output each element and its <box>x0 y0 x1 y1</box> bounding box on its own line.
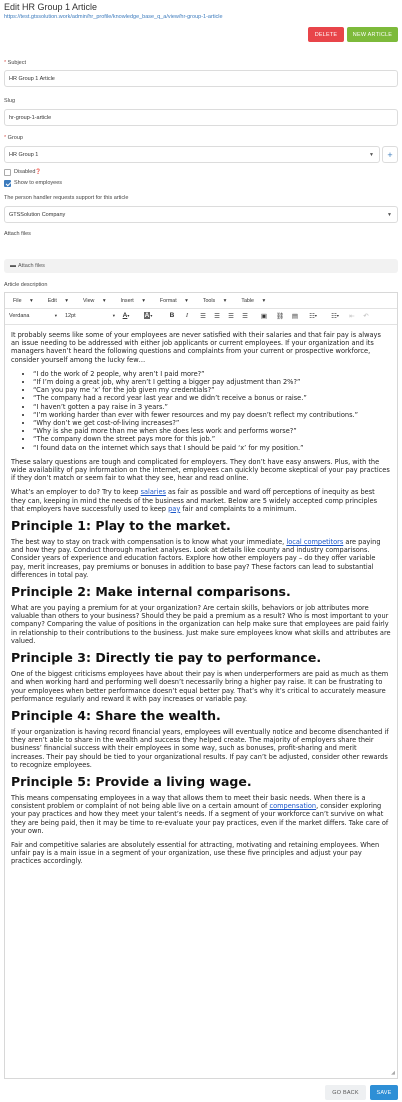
attach-label: Attach files <box>4 231 31 237</box>
rich-text-editor[interactable] <box>4 292 398 1079</box>
paragraph: This means compensating employees in a way that allows them to meet their basic needs. When there is a consistent problem or complaint of not being able live on a certain amount of compensation, consider exploring your pay practices and how they meet your talent’s needs. If a segment of your workforce can’t survive on what they are being paid, then it may be time to re-evaluate your pay practices, even if the market differs. Take care of your own. <box>11 793 389 835</box>
paragraph: The best way to stay on track with compensation is to know what your immediate, local competitors are paying and how they pay. Conduct thorough market analyses. Look at details like county and industry comparisons. Consider years of experience and education factors. Explore how other employers pay – do they offer variable pay, merit increases, pay premiums or bonuses in addition to base pay? These factors can lead to substantial differences in total pay. <box>11 538 381 579</box>
folder-icon: ▬ <box>10 263 16 269</box>
menu-table[interactable]: Table ▾ <box>241 297 266 304</box>
editor-toolbar <box>5 308 397 325</box>
list-item: • “I’m working harder than ever with fewer resources and my pay doesn’t reflect my contributions.” <box>33 411 391 419</box>
delete-button[interactable]: DELETE <box>308 27 344 42</box>
list-item: • “Can you pay me ‘x’ for the job given my credentials?” <box>33 386 391 394</box>
heading-principle-3: Principle 3: Directly tie pay to performance. <box>11 650 322 666</box>
editor-content[interactable] <box>11 331 391 872</box>
handler-label: The person handler requests support for this article <box>4 195 129 201</box>
font-family-select[interactable]: Verdana ▾ <box>9 312 57 319</box>
help-icon: ❓ <box>35 169 42 175</box>
paragraph: If your organization is having record financial years, employees will eventually notice and become disenchanted if they aren’t able to share in the wealth and success they helped create. The majority of employers share their business’ financial success with their employees in some way, such as bonuses, profit-sharing and merit increases. Their pay should be tied to your organizational results. If pay can’t be adjusted, consider other rewards to recognize employees. <box>11 727 389 769</box>
heading-principle-1: Principle 1: Play to the market. <box>11 518 231 534</box>
heading-principle-5: Principle 5: Provide a living wage. <box>11 773 252 789</box>
code-icon[interactable]: ▤ <box>291 312 299 320</box>
menu-file[interactable]: File ▾ <box>13 297 33 304</box>
list-item: • “Why don’t we get cost-of-living increases?” <box>33 419 391 427</box>
show-to-employees-checkbox[interactable] <box>4 180 11 187</box>
image-icon[interactable]: ▣ <box>260 312 268 320</box>
bold-icon[interactable]: B <box>169 312 175 319</box>
align-right-icon[interactable]: ☰ <box>228 312 234 320</box>
chevron-down-icon: ▼ <box>387 212 392 218</box>
paragraph: Fair and competitive salaries are absolutely essential for attracting, motivating and retaining employees. When unfair pay is a main issue in a segment of your organization, use these five principles and adjust your pay practices accordingly. <box>11 840 380 866</box>
subject-label: * Subject <box>4 60 27 66</box>
indent-icon[interactable]: ⇤ <box>349 312 355 320</box>
heading-principle-2: Principle 2: Make internal comparisons. <box>11 584 291 600</box>
align-center-icon[interactable]: ☰ <box>214 312 220 320</box>
complaints-list <box>11 370 391 452</box>
description-label: Article description <box>4 282 48 288</box>
compensation-link[interactable]: compensation <box>269 802 317 811</box>
pay-link[interactable]: pay <box>168 504 181 513</box>
menu-insert[interactable]: Insert ▾ <box>120 297 145 304</box>
subject-input[interactable]: HR Group 1 Article <box>4 70 398 87</box>
undo-icon[interactable]: ↶ <box>363 312 369 320</box>
salaries-link[interactable]: salaries <box>140 488 166 497</box>
align-left-icon[interactable]: ☰ <box>200 312 206 320</box>
show-to-employees-label: Show to employees <box>14 180 62 186</box>
slug-label: Slug <box>4 98 16 104</box>
disabled-checkbox[interactable] <box>4 169 11 176</box>
editor-menubar <box>5 293 397 309</box>
list-item: • “The company had a record year last year and we didn’t receive a bonus or raise.” <box>33 394 391 402</box>
list-item: • “If I’m doing a great job, why aren’t I getting a bigger pay adjustment than 2%?” <box>33 378 391 386</box>
page-title: Edit HR Group 1 Article <box>4 2 98 12</box>
local-competitors-link[interactable]: local competitors <box>286 538 344 547</box>
group-select[interactable]: HR Group 1 ▼ <box>4 146 380 163</box>
list-item: • “I found data on the internet which says that I should be paid ‘x’ for my position.” <box>33 444 391 452</box>
font-size-select[interactable]: 12pt ▾ <box>65 312 115 319</box>
list-item: • “The company down the street pays more for this job.” <box>33 435 391 443</box>
save-button[interactable]: SAVE <box>370 1085 398 1100</box>
numbered-list-icon[interactable]: ☷ ▾ <box>331 312 339 320</box>
link-icon[interactable]: ⛓ <box>275 312 285 320</box>
list-item: • “I haven’t gotten a pay raise in 3 years.” <box>33 403 391 411</box>
disabled-label: Disabled❓ <box>14 169 42 175</box>
page-url[interactable]: https://test.gtssolution.work/admin/hr_profile/knowledge_base_q_a/view/hr-group-1-article <box>4 14 223 20</box>
heading-principle-4: Principle 4: Share the wealth. <box>11 707 221 723</box>
paragraph: It probably seems like some of your employees are never satisfied with their salaries and that fair pay is always an issue needing to be addressed with either job applicants or current employees. If your organization and its managers haven’t heard the following questions and complaints from your current or prospective workforce, consider yourself among the lucky few… <box>11 331 381 364</box>
paragraph: What are you paying a premium for at your organization? Are certain skills, behaviors or job attributes more valuable than others to your business? Should they be paid a premium as a result? Who is most important to your company? Comparing the value of positions in the organization can help make sure that employees are paid fairly in relationship to their contributions to the business. Just make sure employees know what skills and attributes are valued. <box>11 604 391 645</box>
group-label: * Group <box>4 135 23 141</box>
menu-edit[interactable]: Edit ▾ <box>47 297 68 304</box>
add-group-button[interactable]: + <box>382 146 398 163</box>
menu-view[interactable]: View ▾ <box>82 297 106 304</box>
list-item: • “I do the work of 2 people, why aren’t I paid more?” <box>33 370 391 378</box>
slug-input[interactable]: hr-group-1-article <box>4 109 398 126</box>
menu-tools[interactable]: Tools ▾ <box>202 297 227 304</box>
align-justify-icon[interactable]: ☰ <box>242 312 248 320</box>
italic-icon[interactable]: I <box>185 312 189 319</box>
list-item: • “Why is she paid more than me when she does less work and performs worse?” <box>33 427 391 435</box>
paragraph: What’s an employer to do? Try to keep salaries as fair as possible and ward off perceptions of inequity as best they can, keeping in mind the needs of the business and market. Below are 5 widely accepted comp principles that employers have successfully used to keep pay fair and complaints to a minimum. <box>11 488 378 513</box>
menu-format[interactable]: Format ▾ <box>159 297 188 304</box>
new-article-button[interactable]: NEW ARTICLE <box>347 27 398 42</box>
text-color-icon[interactable]: A ▾ <box>122 312 130 319</box>
resize-handle-icon[interactable]: ◢ <box>391 1070 395 1076</box>
bullet-list-icon[interactable]: ☷ ▾ <box>309 312 317 320</box>
attach-files-button[interactable]: ▬ Attach files <box>4 259 398 273</box>
paragraph: One of the biggest criticisms employees have about their pay is when underperformers are paid as much as them and when working hard and performing well doesn’t necessarily bring a higher pay raise. It can be frustrating to your employees when better performance doesn’t equal better pay. That’s why it’s critical to accurately measure performance regularly and reward it with pay increases or variable pay. <box>11 670 389 703</box>
chevron-down-icon: ▼ <box>369 152 374 158</box>
go-back-button[interactable]: GO BACK <box>325 1085 366 1100</box>
handler-select[interactable]: GTSSolution Company ▼ <box>4 206 398 223</box>
highlight-icon[interactable]: A ▾ <box>144 312 153 319</box>
paragraph: These salary questions are tough and complicated for employers. They don’t have easy answers. Plus, with the wide availability of pay information on the internet, employees can quickly become skeptical of your pay practices if they don’t match or seem fair to what they see, hear and read online. <box>11 457 390 483</box>
